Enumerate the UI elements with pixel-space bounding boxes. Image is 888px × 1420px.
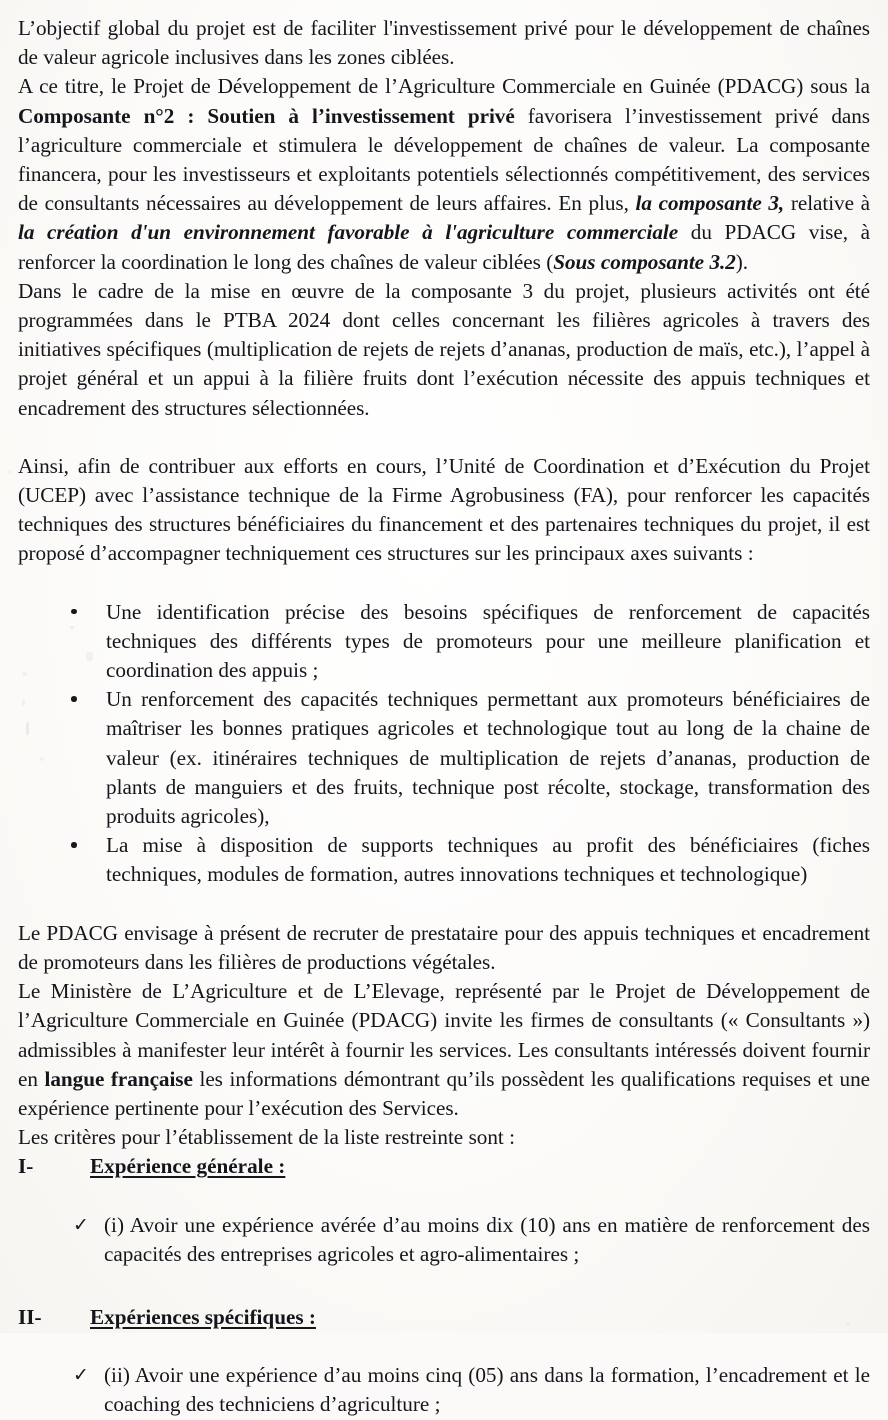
- text-run: ).: [735, 249, 749, 274]
- text-run: du PDACG vise, à renforcer la coordination le long des chaînes de valeur ciblées (: [18, 220, 870, 274]
- list-item-text: La mise à disposition de supports techniques au profit des bénéficiaires (fiches techniques, modules de formation, autres innovations techniques et technologique): [106, 833, 870, 887]
- text-run: relative à: [784, 191, 870, 216]
- section-heading-1: [18, 1152, 870, 1181]
- section-spacer: [18, 1269, 870, 1303]
- list-item-text: (ii) Avoir une expérience d’au moins cinq (05) ans dans la formation, l’encadrement et le coaching des techniciens d’agriculture ;: [104, 1363, 870, 1417]
- section-spacer: [18, 1332, 870, 1361]
- paragraph-spacer: [18, 569, 870, 598]
- text-run: Le Ministère de L’Agriculture et de L’Elevage, représenté par le Projet de Développement de l’Agriculture Commerciale en Guinée (PDACG) invite les firmes de consultants (« Consultants ») admissibles à manifester leur intérêt à fournir les services. Les consultants intéressés doivent fournir en: [18, 979, 870, 1091]
- list-item: [18, 1361, 870, 1419]
- paragraph-text: Les critères pour l’établissement de la liste restreinte sont :: [18, 1125, 515, 1150]
- paragraph-ucep-assistance: [18, 452, 870, 569]
- bullet-dot-icon: [71, 609, 77, 615]
- list-item: [18, 598, 870, 686]
- paragraph-spacer: [18, 890, 870, 919]
- bullet-dot-icon: [71, 842, 77, 848]
- paragraph-criteres-liste-restreinte: [18, 1123, 870, 1152]
- list-item: [18, 831, 870, 889]
- bullet-dot-icon: [71, 696, 77, 702]
- paragraph-text: Le PDACG envisage à présent de recruter de prestataire pour des appuis techniques et encadrement de promoteurs dans les filières de productions végétales.: [18, 920, 870, 974]
- section-spacer: [18, 1182, 870, 1211]
- bold-run-composante-2: Composante n°2 : Soutien à l’investissement privé: [18, 103, 515, 128]
- paragraph-composante-2: [18, 72, 870, 276]
- section-number: II-: [18, 1304, 42, 1329]
- criteria-list-2: [18, 1361, 870, 1419]
- paragraph-spacer: [18, 423, 870, 452]
- section-number: I-: [18, 1154, 34, 1179]
- paragraph-ministere-invitation: [18, 977, 870, 1123]
- bold-italic-run-composante-3: la composante 3,: [635, 191, 785, 216]
- paragraph-objectif-global: [18, 14, 870, 72]
- list-item-text: Une identification précise des besoins spécifiques de renforcement de capacités techniques des différents types de promoteurs pour une meilleure planification et coordination des appuis ;: [106, 599, 870, 683]
- paragraph-recrutement-prestataire: [18, 919, 870, 977]
- list-item: [18, 1211, 870, 1269]
- checkmark-icon: ✓: [73, 1213, 89, 1236]
- text-run: les informations démontrant qu’ils possèdent les qualifications requises et une expérience pertinente pour l’exécution des Services.: [18, 1066, 870, 1120]
- list-item-text: Un renforcement des capacités techniques permettant aux promoteurs bénéficiaires de maîtriser les bonnes pratiques agricoles et technologique tout au long de la chaine de valeur (ex. itinéraires techniques de multiplication de rejets d’ananas, production de plants de manguiers et des fruits, technique post récolte, stockage, transformation des produits agricoles),: [106, 687, 870, 829]
- paragraph-text: L’objectif global du projet est de faciliter l'investissement privé pour le développement de chaînes de valeur agricole inclusives dans les zones ciblées.: [18, 16, 870, 70]
- criteria-list-1: [18, 1211, 870, 1269]
- section-heading-2: [18, 1303, 870, 1332]
- list-item: [18, 685, 870, 831]
- paragraph-ptba-2024: [18, 277, 870, 423]
- text-run: A ce titre, le Projet de Développement de l’Agriculture Commerciale en Guinée (PDACG) sous la: [18, 74, 870, 99]
- list-item-text: (i) Avoir une expérience avérée d’au moins dix (10) ans en matière de renforcement des capacités des entreprises agricoles et agro-alimentaires ;: [104, 1212, 870, 1266]
- text-run: favorisera l’investissement privé dans l’agriculture commerciale et stimulera le développement de chaînes de valeur. La composante financera, pour les investisseurs et exploitants potentiels sélectionnés compétitivement, des services de consultants nécessaires au développement de leurs affaires. En plus,: [18, 103, 871, 216]
- paragraph-text: Ainsi, afin de contribuer aux efforts en cours, l’Unité de Coordination et d’Exécution du Projet (UCEP) avec l’assistance technique de la Firme Agrobusiness (FA), pour renforcer les capacités techniques des structures bénéficiaires du financement et des partenaires techniques du projet, il est proposé d’accompagner techniquement ces structures sur les principaux axes suivants :: [18, 453, 870, 566]
- bold-italic-run-environnement-favorable: la création d'un environnement favorable à l'agriculture commerciale: [18, 220, 679, 245]
- section-title: Expériences spécifiques :: [90, 1304, 316, 1329]
- bold-run-langue-francaise: langue française: [44, 1066, 193, 1091]
- section-title: Expérience générale :: [90, 1154, 286, 1179]
- axes-bullet-list: [18, 598, 870, 890]
- bold-italic-run-sous-composante: Sous composante 3.2: [553, 249, 736, 274]
- paragraph-text: Dans le cadre de la mise en œuvre de la composante 3 du projet, plusieurs activités ont été programmées dans le PTBA 2024 dont celles concernant les filières agricoles à travers des initiatives spécifiques (multiplication de rejets de rejets d’ananas, production de maïs, etc.), l’appel à projet général et un appui à la filière fruits dont l’exécution nécessite des appuis techniques et encadrement des structures sélectionnées.: [18, 278, 870, 420]
- checkmark-icon: ✓: [73, 1364, 89, 1387]
